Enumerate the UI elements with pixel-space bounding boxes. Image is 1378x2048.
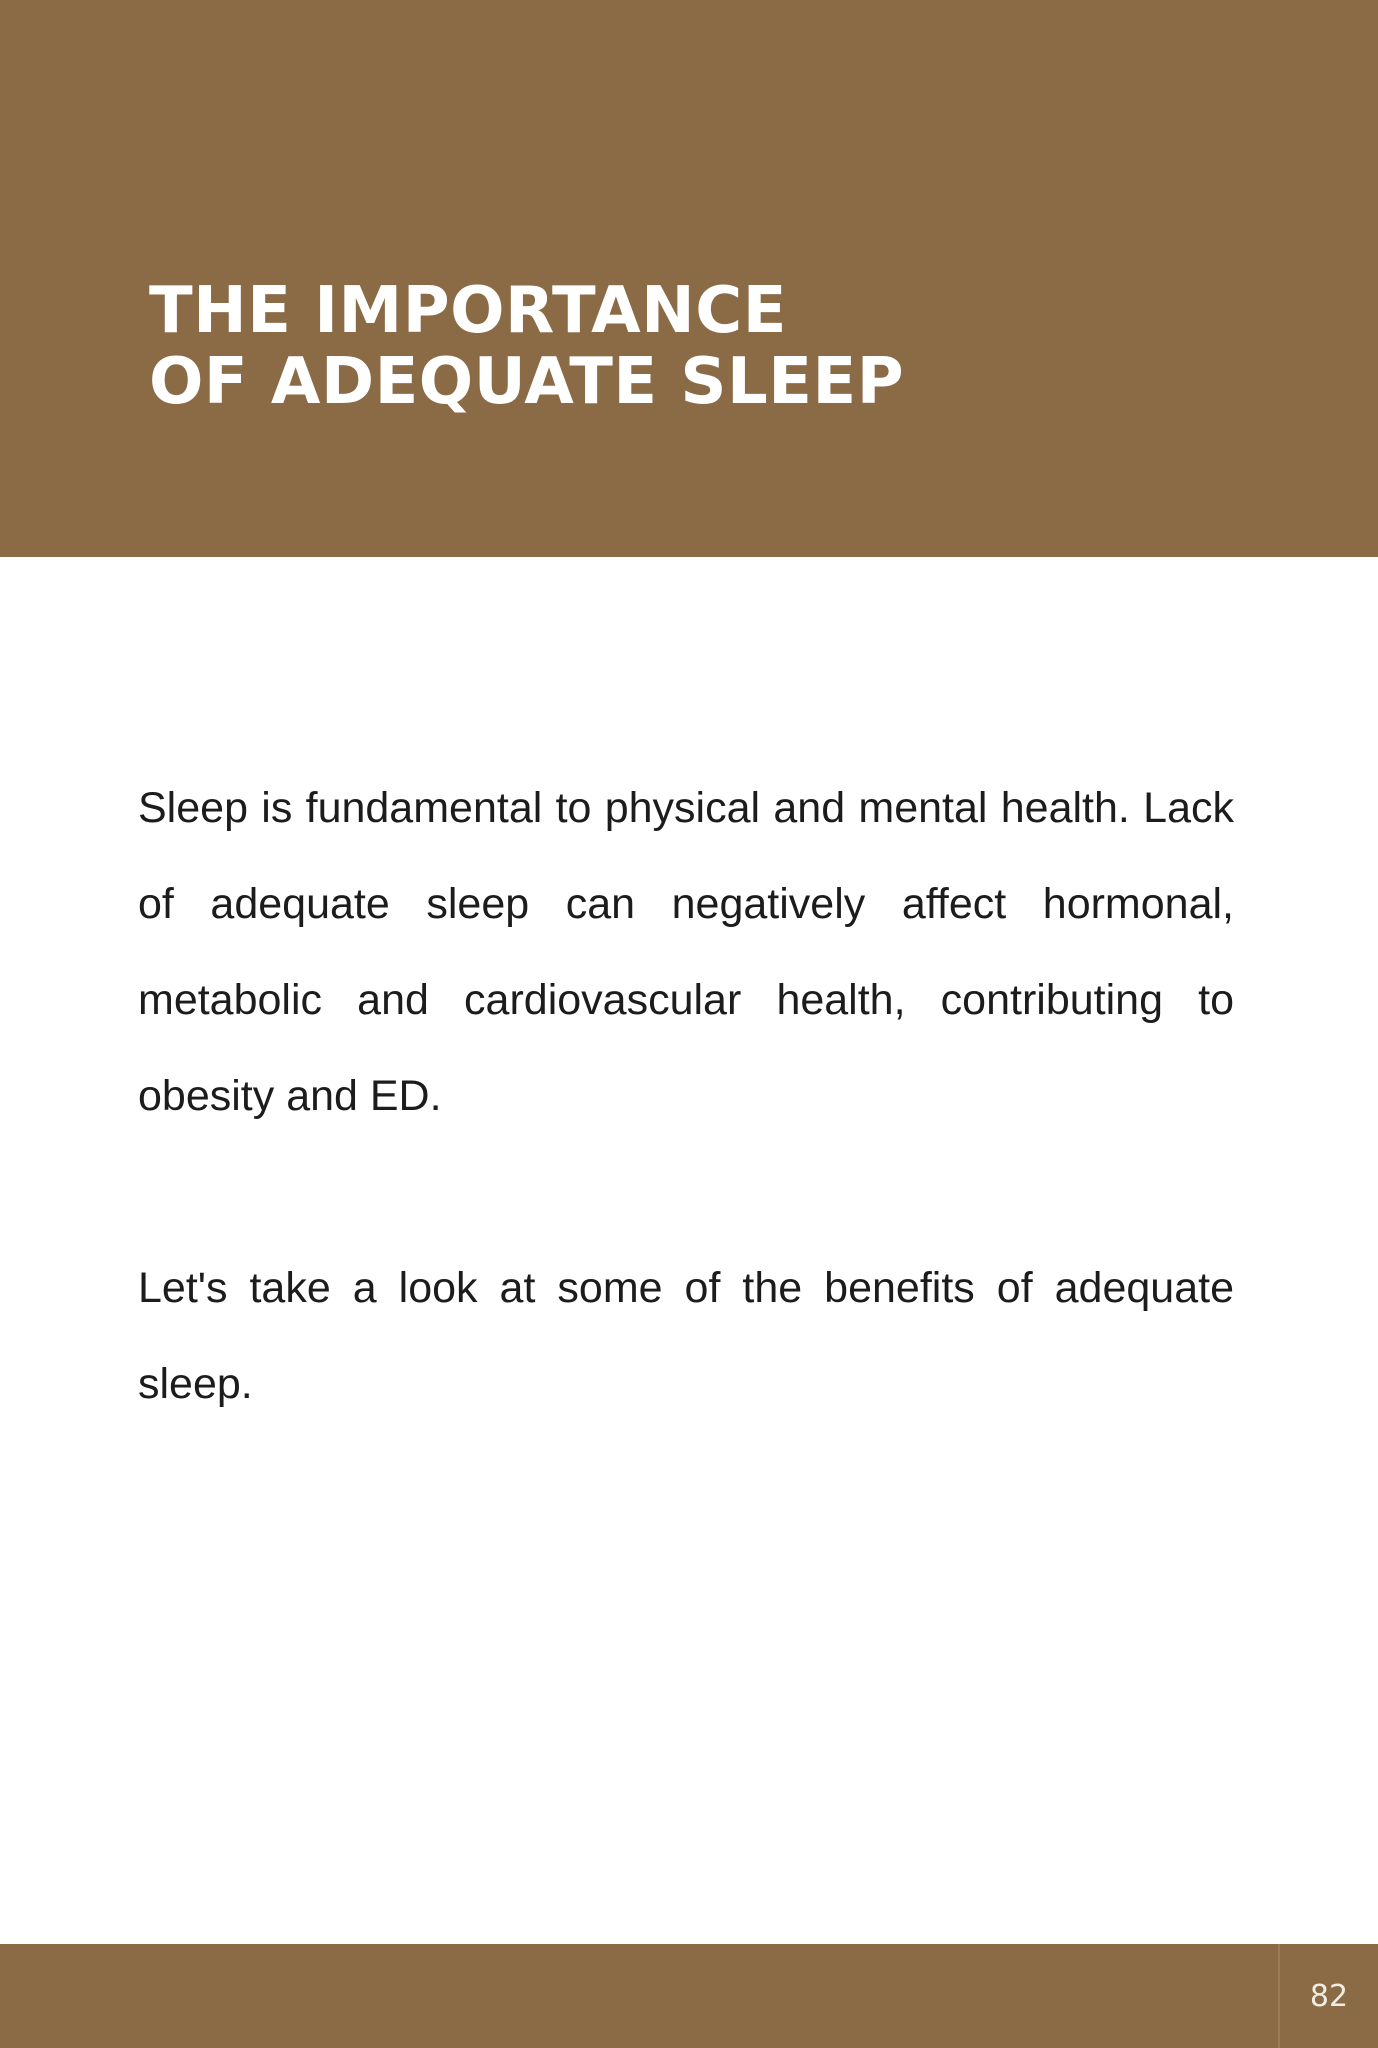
header-band (0, 0, 1378, 557)
title-line-1: THE IMPORTANCE (149, 274, 787, 348)
footer-band (0, 1944, 1378, 2048)
page-number: 82 (1309, 1978, 1349, 2014)
title-line-2: OF ADEQUATE SLEEP (149, 345, 905, 419)
page-number-box (1278, 1944, 1378, 2048)
paragraph-benefits: Let's take a look at some of the benefits of adequate sleep. (138, 1264, 1234, 1408)
paragraph-intro: Sleep is fundamental to physical and mental health. Lack of adequate sleep can negatively affect hormonal, metabolic and cardiovascular health, contributing to obesity and ED. (138, 784, 1234, 1120)
page-title (149, 276, 904, 418)
body-content (138, 760, 1234, 1432)
